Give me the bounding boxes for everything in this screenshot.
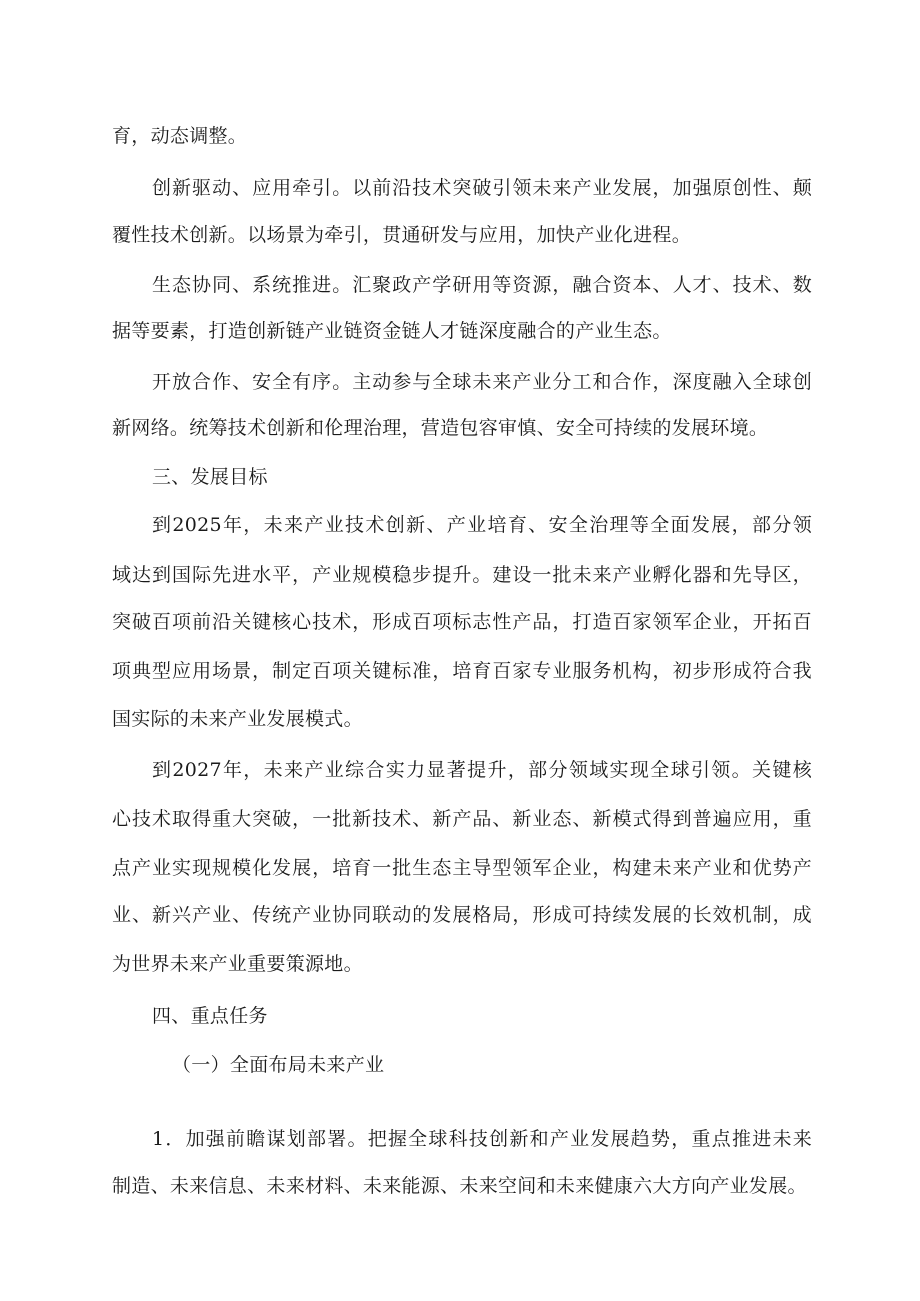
paragraph-ecology-line-2: 据等要素，打造创新链产业链资金链人才链深度融合的产业生态。 <box>112 320 672 342</box>
subsection-heading-layout: （一）全面布局未来产业 <box>172 1054 385 1076</box>
paragraph-2027-line-3: 点产业实现规模化发展，培育一批生态主导型领军企业，构建未来产业和优势产 <box>112 857 812 879</box>
paragraph-2025-line-2: 域达到国际先进水平，产业规模稳步提升。建设一批未来产业孵化器和先导区， <box>112 564 812 586</box>
paragraph-2027-line-5: 为世界未来产业重要策源地。 <box>112 953 363 975</box>
paragraph-2025-line-1: 到2025年，未来产业技术创新、产业培育、安全治理等全面发展，部分领 <box>152 514 812 536</box>
paragraph-2027-line-1: 到2027年，未来产业综合实力显著提升，部分领域实现全球引领。关键核 <box>152 759 812 781</box>
paragraph-openness-line-1: 开放合作、安全有序。主动参与全球未来产业分工和合作，深度融入全球创 <box>152 371 812 393</box>
paragraph-openness-line-2: 新网络。统筹技术创新和伦理治理，营造包容审慎、安全可持续的发展环境。 <box>112 417 769 439</box>
paragraph-2025-line-3: 突破百项前沿关键核心技术，形成百项标志性产品，打造百家领军企业，开拓百 <box>112 611 812 633</box>
paragraph-2027-line-2: 心技术取得重大突破，一批新技术、新产品、新业态、新模式得到普遍应用，重 <box>112 808 812 830</box>
paragraph-2027-line-4: 业、新兴产业、传统产业协同联动的发展格局，形成可持续发展的长效机制，成 <box>112 904 812 926</box>
paragraph-innovation-line-1: 创新驱动、应用牵引。以前沿技术突破引领未来产业发展，加强原创性、颠 <box>152 177 812 199</box>
paragraph-innovation-line-2: 覆性技术创新。以场景为牵引，贯通研发与应用，加快产业化进程。 <box>112 224 692 246</box>
paragraph-ecology-line-1: 生态协同、系统推进。汇聚政产学研用等资源，融合资本、人才、技术、数 <box>152 274 812 296</box>
paragraph-2025-line-5: 国实际的未来产业发展模式。 <box>112 708 363 730</box>
paragraph-2025-line-4: 项典型应用场景，制定百项关键标准，培育百家专业服务机构，初步形成符合我 <box>112 660 812 682</box>
section-heading-goals: 三、发展目标 <box>152 466 268 488</box>
text-line: 育，动态调整。 <box>112 125 248 147</box>
paragraph-task1-line-2: 制造、未来信息、未来材料、未来能源、未来空间和未来健康六大方向产业发展。 <box>112 1175 807 1197</box>
paragraph-task1-line-1: 1．加强前瞻谋划部署。把握全球科技创新和产业发展趋势，重点推进未来 <box>152 1128 812 1150</box>
section-heading-tasks: 四、重点任务 <box>152 1005 268 1027</box>
